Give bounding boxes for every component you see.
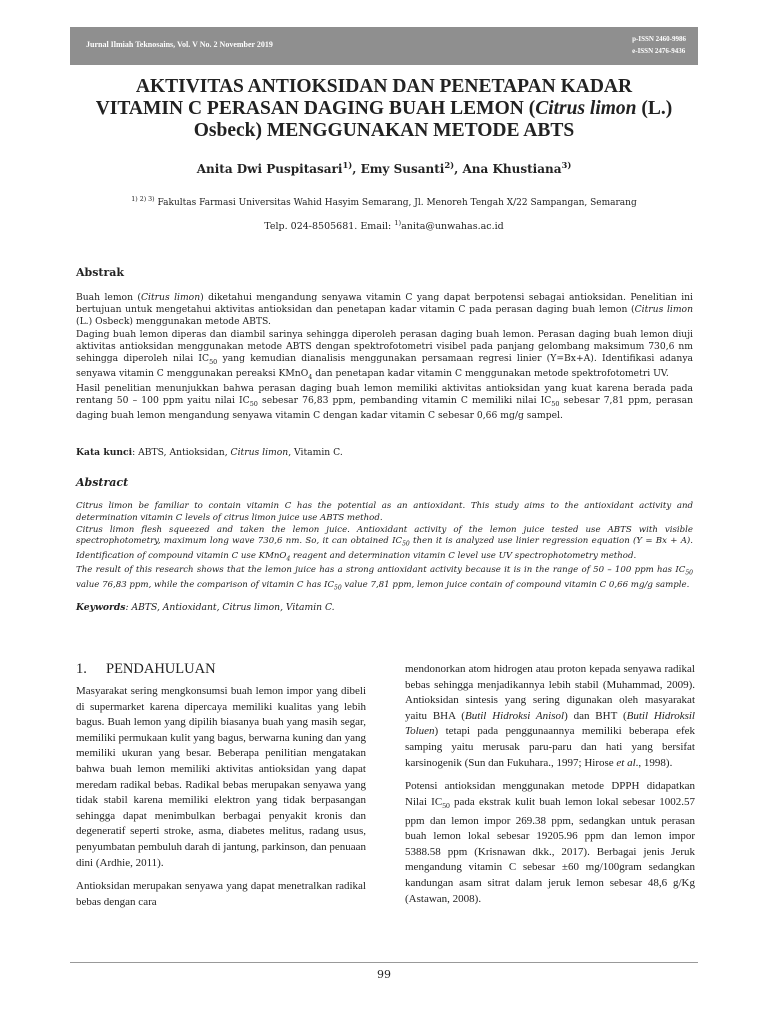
kata-kunci: Kata kunci: ABTS, Antioksidan, Citrus limon, Vitamin C. (76, 447, 343, 458)
paper-title (60, 76, 708, 142)
keywords: Keywords: ABTS, Antioxidant, Citrus limon, Vitamin C. (76, 602, 335, 613)
paragraph: Potensi antioksidan menggunakan metode DPPH didapatkan Nilai $IC_{50}$ pada ekstrak kulit buah lemon lokal sebesar 1002.57 ppm dan lemon impor 269.38 ppm, sedangkan untuk perasan buah lemon lokal sebesar 19205.96 ppm dan lemon impor 5388.58 ppm (Krisnawan dkk., 2017). Berbagai jenis Jeruk mengandung vitamin C sebesar ±60 mg/100gram sedangkan kandungan asam sitrat dalam jeruk lemon sebesar 48,6 g/Kg (Astawan, 2008). (405, 780, 695, 905)
paragraph: Antioksidan merupakan senyawa yang dapat menetralkan radikal bebas dengan cara (76, 880, 366, 908)
paragraph: mendonorkan atom hidrogen atau proton kepada senyawa radikal bebas sehingga menjadikannya lebih stabil (Muhammad, 2009). Antioksidan sintesis yang sering digunakan oleh masyarakat yaitu BHA (Butil Hidroksi Anisol) dan BHT (Butil Hidroksil Toluen) tetapi pada penggunaannya memiliki beberapa efek samping yaitu merusak paru-paru dan hati yang bersifat karsinogenik (Sun dan Fukuhara., 1997; Hirose et al., 1998). (405, 663, 695, 769)
right-column (405, 662, 695, 915)
journal-header-bar (70, 27, 698, 65)
abstract-body: Citrus limon be familiar to contain vitamin C has the potential as an antioxidant. This study aims to the antioxidant activity and determination vitamin C levels of citrus limon juice use ABTS method. Citrus limon flesh squeezed and taken the lemon juice. Antioxidant activity of the lemon juice tested use ABTS with visible spectrophotometry, maximum long wave 730,6 nm. So, it can obtained $IC_{50}$ then it is analyzed use linier regression equation (Y = Bx + A). Identification of compound vitamin C use KMnO$_4$ reagent and determination vitamin C level use UV spectrophotometry method. The result of this research shows that the lemon juice has a strong antioxidant activity because it is in the range of 50 – 100 ppm has $IC_{50}$ value 76,83 ppm, while the comparison of vitamin C has $IC_{50}$ value 7,81 ppm, lemon juice contain of compound vitamin C 0,66 mg/g sample. (76, 501, 693, 592)
contact-info: Telp. 024-8505681. Email: $^{1)}$anita@unwahas.ac.id (264, 219, 504, 233)
page-number: 99 (377, 968, 391, 981)
issn-block (632, 33, 686, 57)
footer-divider (70, 962, 698, 963)
p-issn: p-ISSN 2460-9986 (632, 35, 686, 43)
journal-name: Jurnal Ilmiah Teknosains, Vol. V No. 2 November 2019 (86, 40, 273, 49)
section-heading: 1. PENDAHULUAN (76, 661, 216, 677)
abstrak-body: Buah lemon (Citrus limon) diketahui mengandung senyawa vitamin C yang dapat berpotensi sebagai antioksidan. Penelitian ini bertujuan untuk mengetahui aktivitas antioksidan dan penetapan kadar vitamin C pada perasan daging buah lemon (Citrus limon (L.) Osbeck) menggunakan metode ABTS. Daging buah lemon diperas dan diambil sarinya sehingga diperoleh perasan daging buah lemon. Perasan daging buah lemon diuji aktivitas antioksidan menggunakan metode ABTS dengan spektrofotometri visibel pada panjang gelombang maksimum 730,6 nm sehingga diperoleh nilai $IC_{50}$ yang kemudian dianalisis menggunakan persamaan regresi linier (Y=Bx+A). Identifikasi adanya senyawa vitamin C menggunakan pereaksi KMnO$_4$ dan penetapan kadar vitamin C menggunakan metode spektrofotometri UV. Hasil penelitian menunjukkan bahwa perasan daging buah lemon memiliki aktivitas antioksidan yang kuat karena berada pada rentang 50 – 100 ppm yaitu nilai $IC_{50}$ sebesar 76,83 ppm, pembanding vitamin C memiliki nilai $IC_{50}$ sebesar 7,81 ppm, perasan daging buah lemon mengandung senyawa vitamin C dengan kadar vitamin C sebesar 0,66 mg/g sampel. (76, 292, 694, 422)
e-issn: e-ISSN 2476-9436 (632, 47, 686, 55)
affiliation: $^{1) 2) 3)}$ Fakultas Farmasi Universitas Wahid Hasyim Semarang, Jl. Menoreh Tengah X/22 Sampangan, Semarang (131, 196, 637, 208)
title-line-2: VITAMIN C PERASAN DAGING BUAH LEMON (Citrus limon (L.) (95, 98, 673, 119)
abstrak-heading: Abstrak (76, 266, 125, 279)
abstract-heading: Abstract (76, 476, 129, 489)
left-column (76, 684, 366, 918)
email-link[interactable]: anita@unwahas.ac.id (401, 221, 504, 233)
author-list: Anita Dwi Puspitasari$^{1)}$, Emy Susanti$^{2)}$, Ana Khustiana$^{3)}$ (196, 160, 572, 176)
title-line-3: Osbeck) MENGGUNAKAN METODE ABTS (193, 120, 575, 141)
title-line-1: AKTIVITAS ANTIOKSIDAN DAN PENETAPAN KADAR (135, 76, 633, 97)
paragraph: Masyarakat sering mengkonsumsi buah lemon impor yang dibeli di supermarket karena dipercaya memiliki kualitas yang lebih bagus. Buah lemon yang dipilih biasanya buah yang masih segar, memiliki permukaan kulit yang bagus, berwarna kuning dan yang memiliki ukuran yang besar. Beberapa penilitian mengatakan bahwa buah lemon memiliki aktivitas antioksidan yang dapat meredam radikal bebas. Radikal bebas merupakan senyawa yang tidak stabil karena memiliki elektron yang tidak berpasangan sehingga dapat menimbulkan berbagai penyakit kronis dan degeneratif seperti stroke, asma, diabetes melitus, radang usus, penyumbatan pembuluh darah di jantung, parkinson, dan penuaan dini (Ardhie, 2011). (76, 685, 366, 869)
